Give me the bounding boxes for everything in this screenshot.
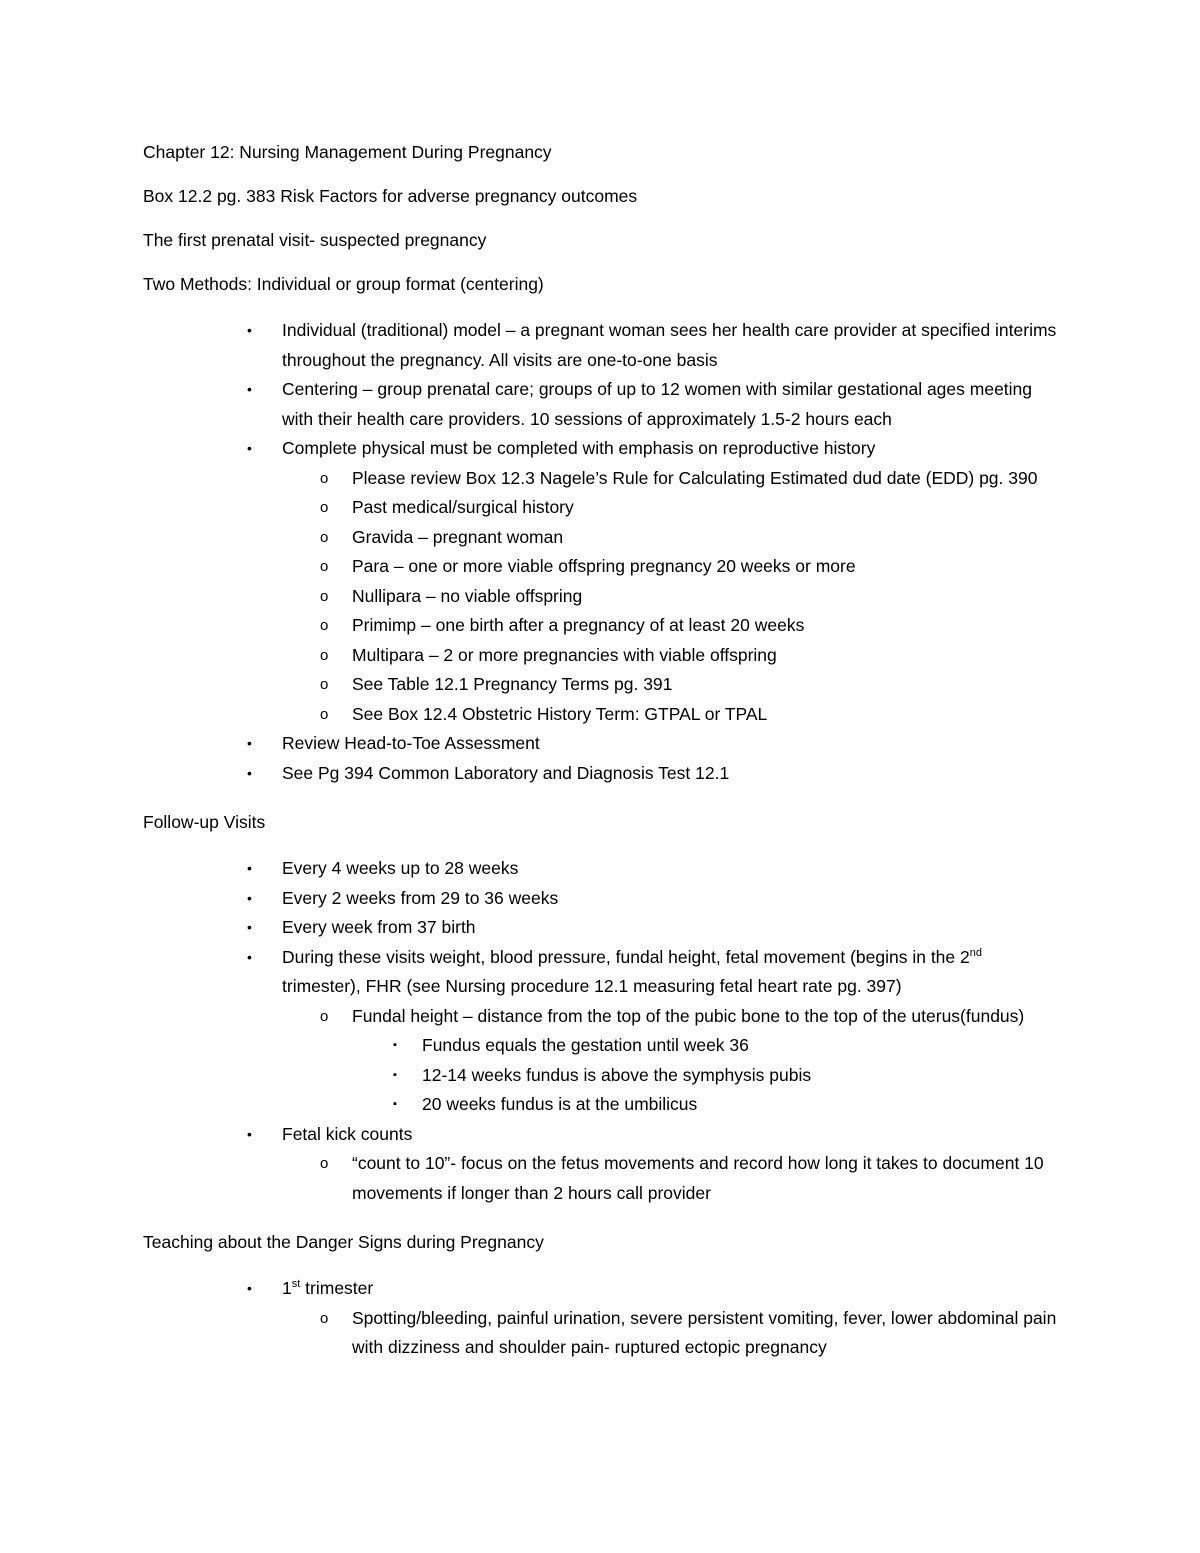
bullet-icon: • [247, 1280, 252, 1296]
fundal-subitems [393, 1031, 1063, 1120]
square-bullet-icon: ▪ [393, 1039, 397, 1051]
list-item: o Nullipara – no viable offspring [352, 582, 1063, 612]
bullet-icon: • [247, 735, 252, 751]
circle-bullet-icon: o [320, 499, 329, 516]
list-item: • Centering – group prenatal care; groups of up to 12 women with similar gestational ages meeting with their health care providers. 10 sessions of approximately 1.5-2 hours each [282, 375, 1063, 434]
first-visit-heading: The first prenatal visit- suspected pregnancy [143, 230, 487, 250]
bullet-icon: • [247, 919, 252, 935]
list-item: o See Table 12.1 Pregnancy Terms pg. 391 [352, 670, 1063, 700]
list-item: o “count to 10”- focus on the fetus movements and record how long it takes to document 10 movements if longer than 2 hours call provider [352, 1149, 1063, 1208]
list-item: o Primimp – one birth after a pregnancy of at least 20 weeks [352, 611, 1063, 641]
methods-list [247, 316, 1063, 788]
circle-bullet-icon: o [320, 1155, 329, 1172]
list-item: o Spotting/bleeding, painful urination, severe persistent vomiting, fever, lower abdominal pain with dizziness and shoulder pain- ruptured ectopic pregnancy [352, 1304, 1063, 1363]
list-item: ▪ 20 weeks fundus is at the umbilicus [422, 1090, 1063, 1120]
bullet-icon: • [247, 889, 252, 906]
list-item: ▪ 12-14 weeks fundus is above the symphysis pubis [422, 1061, 1063, 1091]
document-page [143, 140, 1063, 1363]
bullet-icon: • [247, 322, 252, 338]
list-item: • Every 2 weeks from 29 to 36 weeks [282, 884, 1063, 914]
circle-bullet-icon: o [320, 587, 329, 605]
square-bullet-icon: ▪ [393, 1068, 397, 1081]
list-item: • During these visits weight, blood pressure, fundal height, fetal movement (begins in the 2nd trimester), FHR (see Nursing procedure 12.1 measuring fetal heart rate pg. 397) o Fundal height – distance from the top of the pubic bone to the top of the uterus(fundus) ▪ Fundus equals the gestation until week 36 ▪ 12-14 weeks fundus is above the symphysis pubis ▪ 20 weeks fundus is at the umbilicus [282, 943, 1063, 1120]
circle-bullet-icon: o [320, 617, 329, 634]
methods-heading: Two Methods: Individual or group format (centering) [143, 274, 544, 294]
chapter-title: Chapter 12: Nursing Management During Pregnancy [143, 142, 552, 162]
list-item: • Every week from 37 birth [282, 913, 1063, 943]
circle-bullet-icon: o [320, 676, 329, 693]
list-item: ▪ Fundus equals the gestation until week 36 [422, 1031, 1063, 1061]
list-item: o Past medical/surgical history [352, 493, 1063, 523]
trimester-subitems [320, 1304, 1063, 1363]
list-item: o Para – one or more viable offspring pregnancy 20 weeks or more [352, 552, 1063, 582]
followup-heading: Follow-up Visits [143, 812, 266, 832]
followup-list [247, 854, 1063, 1208]
bullet-icon: • [247, 381, 252, 397]
list-item: o Multipara – 2 or more pregnancies with viable offspring [352, 641, 1063, 671]
list-item: o See Box 12.4 Obstetric History Term: GTPAL or TPAL [352, 700, 1063, 730]
physical-subitems [320, 464, 1063, 730]
list-item: • Individual (traditional) model – a pregnant woman sees her health care provider at specified interims throughout the pregnancy. All visits are one-to-one basis [282, 316, 1063, 375]
bullet-icon: • [247, 860, 252, 876]
circle-bullet-icon: o [320, 528, 329, 546]
bullet-icon: • [247, 948, 252, 965]
circle-bullet-icon: o [320, 646, 329, 664]
kick-subitems [320, 1149, 1063, 1208]
circle-bullet-icon: o [320, 469, 329, 487]
danger-heading: Teaching about the Danger Signs during Pregnancy [143, 1232, 544, 1252]
list-item: • 1st trimester o Spotting/bleeding, painful urination, severe persistent vomiting, fever, lower abdominal pain with dizziness and shoulder pain- ruptured ectopic pregnancy [282, 1274, 1063, 1363]
list-item: o Fundal height – distance from the top of the pubic bone to the top of the uterus(fundus) ▪ Fundus equals the gestation until week 36 ▪ 12-14 weeks fundus is above the symphysis pubis ▪ 20 weeks fundus is at the umbilicus [352, 1002, 1063, 1120]
list-item: o Please review Box 12.3 Nagele’s Rule for Calculating Estimated dud date (EDD) pg. 390 [352, 464, 1063, 494]
list-item: o Gravida – pregnant woman [352, 523, 1063, 553]
circle-bullet-icon: o [320, 558, 329, 575]
list-item: • Every 4 weeks up to 28 weeks [282, 854, 1063, 884]
circle-bullet-icon: o [320, 1309, 329, 1327]
square-bullet-icon: ▪ [393, 1098, 397, 1110]
list-item: • See Pg 394 Common Laboratory and Diagnosis Test 12.1 [282, 759, 1063, 789]
list-item: • Review Head-to-Toe Assessment [282, 729, 1063, 759]
circle-bullet-icon: o [320, 705, 329, 723]
box-reference: Box 12.2 pg. 383 Risk Factors for adverse pregnancy outcomes [143, 186, 638, 206]
bullet-icon: • [247, 1125, 252, 1142]
list-item: • Complete physical must be completed with emphasis on reproductive history o Please review Box 12.3 Nagele’s Rule for Calculating Estimated dud date (EDD) pg. 390 o Past medical/surgical history o Gravida – pregnant woman o Para – one or more viable offspring pregnancy 20 weeks or more o Nullipara – no viable offspring o Primimp – one birth after a pregnancy of at least 20 weeks o Multipara – 2 or more pregnancies with viable offspring o See Table 12.1 Pregnancy Terms pg. 391 o See Box 12.4 Obstetric History Term: GTPAL or TPAL [282, 434, 1063, 729]
bullet-icon: • [247, 764, 252, 781]
visit-subitems [320, 1002, 1063, 1120]
circle-bullet-icon: o [320, 1007, 329, 1025]
danger-list [247, 1274, 1063, 1363]
bullet-icon: • [247, 440, 252, 456]
list-item: • Fetal kick counts o “count to 10”- focus on the fetus movements and record how long it takes to document 10 movements if longer than 2 hours call provider [282, 1120, 1063, 1209]
